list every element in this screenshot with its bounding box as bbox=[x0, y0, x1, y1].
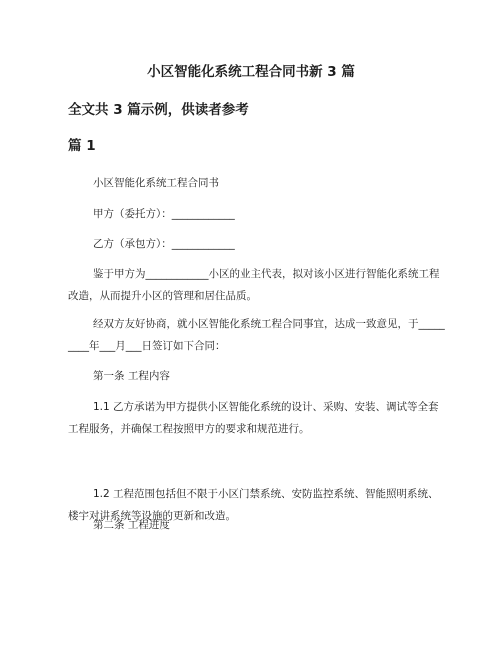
section-heading: 篇 1 bbox=[68, 138, 96, 154]
article-1-heading: 第一条 工程内容 bbox=[93, 370, 170, 382]
recital-paragraph: 鉴于甲方为____________小区的业主代表，拟对该小区进行智能化系统工程改造，从而提升小区的管理和居住品质。 bbox=[68, 268, 440, 302]
document-title: 小区智能化系统工程合同书新 3 篇 bbox=[147, 64, 355, 80]
contract-title-line: 小区智能化系统工程合同书 bbox=[93, 177, 219, 189]
clause-1-2: 1.2 工程范围包括但不限于小区门禁系统、安防监控系统、智能照明系统、楼宇对讲系统等设施的更新和改造。 bbox=[68, 488, 439, 522]
agreement-paragraph: 经双方友好协商，就小区智能化系统工程合同事宜，达成一致意见，于_________年___月___日签订如下合同： bbox=[68, 318, 445, 352]
party-a-line: 甲方（委托方）：____________ bbox=[93, 208, 235, 220]
clause-1-1: 1.1 乙方承诺为甲方提供小区智能化系统的设计、采购、安装、调试等全套工程服务，并确保工程按照甲方的要求和规范进行。 bbox=[68, 401, 439, 435]
article-2-heading: 第二条 工程进度 bbox=[93, 519, 170, 531]
party-b-line: 乙方（承包方）：____________ bbox=[93, 238, 235, 250]
document-summary: 全文共 3 篇示例，供读者参考 bbox=[68, 102, 249, 118]
